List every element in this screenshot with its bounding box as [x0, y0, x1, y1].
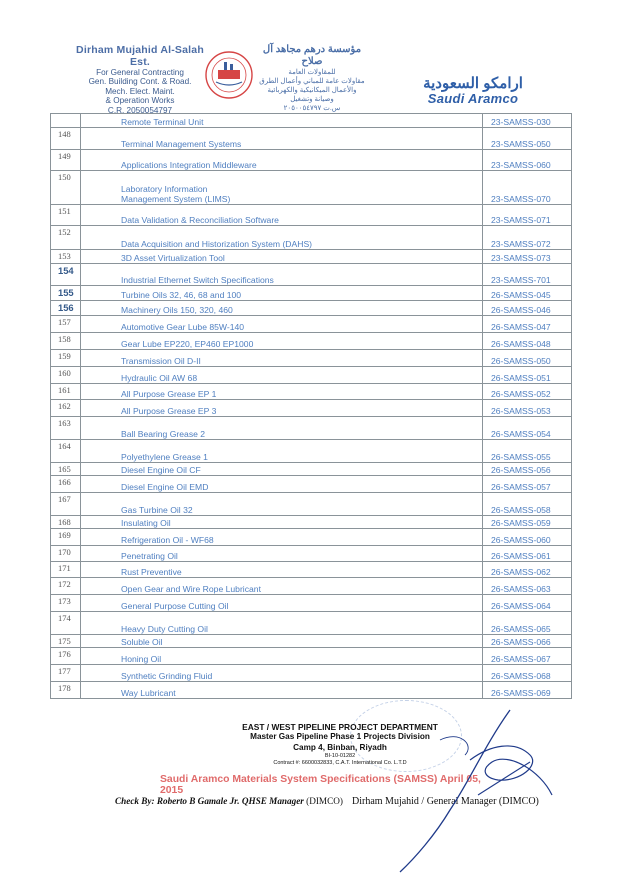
row-description: Diesel Engine Oil CF	[81, 463, 483, 476]
company-line-arabic: مقاولات عامة للمباني وأعمال الطرق	[259, 78, 365, 85]
row-number: 157	[51, 316, 81, 333]
table-row	[51, 333, 572, 350]
table-row	[51, 150, 572, 171]
row-spec-code: 23-SAMSS-071	[483, 205, 572, 226]
check-by-text: Check By: Roberto B Gamale Jr. QHSE Manager	[115, 796, 304, 806]
row-spec-code: 26-SAMSS-057	[483, 476, 572, 493]
footer-department: EAST / WEST PIPELINE PROJECT DEPARTMENT	[242, 722, 438, 732]
row-description: Laboratory Information Management System (LIMS)	[81, 171, 483, 205]
row-description: Gear Lube EP220, EP460 EP1000	[81, 333, 483, 350]
row-spec-code: 23-SAMSS-701	[483, 264, 572, 286]
company-seal-icon	[204, 50, 254, 100]
signatory-line: Dirham Mujahid / General Manager (DIMCO)	[352, 796, 539, 807]
row-spec-code: 26-SAMSS-060	[483, 529, 572, 546]
row-description: Transmission Oil D-II	[81, 350, 483, 367]
row-description: Terminal Management Systems	[81, 128, 483, 150]
table-row	[51, 367, 572, 384]
row-spec-code: 26-SAMSS-051	[483, 367, 572, 384]
table-row	[51, 516, 572, 529]
row-spec-code: 26-SAMSS-061	[483, 546, 572, 562]
row-description: 3D Asset Virtualization Tool	[81, 250, 483, 264]
table-row	[51, 417, 572, 440]
company-line-arabic: وصيانة وتشغيل	[290, 96, 334, 103]
samss-date-line: Saudi Aramco Materials System Specifications (SAMSS) April 05, 2015	[160, 774, 481, 796]
check-by-org: (DIMCO)	[306, 796, 343, 806]
row-description: Diesel Engine Oil EMD	[81, 476, 483, 493]
row-spec-code: 26-SAMSS-056	[483, 463, 572, 476]
company-line: Gen. Building Cont. & Road.	[88, 77, 192, 87]
row-number: 171	[51, 562, 81, 578]
row-description: All Purpose Grease EP 1	[81, 384, 483, 400]
row-description: Turbine Oils 32, 46, 68 and 100	[81, 286, 483, 301]
table-row	[51, 529, 572, 546]
row-description: Ball Bearing Grease 2	[81, 417, 483, 440]
table-row	[51, 665, 572, 682]
row-number: 156	[51, 301, 81, 316]
footer-camp: Camp 4, Binban, Riyadh	[293, 742, 387, 752]
row-spec-code: 26-SAMSS-052	[483, 384, 572, 400]
row-description: Data Acquisition and Historization System (DAHS)	[81, 226, 483, 250]
company-line-arabic: والأعمال الميكانيكية والكهربائية	[267, 87, 357, 94]
table-row	[51, 226, 572, 250]
row-number: 159	[51, 350, 81, 367]
table-row	[51, 562, 572, 578]
row-description: All Purpose Grease EP 3	[81, 400, 483, 417]
footer-reference: BI-10-01282	[324, 753, 356, 760]
table-row	[51, 612, 572, 635]
row-description: Hydraulic Oil AW 68	[81, 367, 483, 384]
row-number: 177	[51, 665, 81, 682]
row-spec-code: 26-SAMSS-062	[483, 562, 572, 578]
company-name-arabic: مؤسسة درهم مجاهد آل صلاح	[262, 44, 362, 67]
row-description: Data Validation & Reconciliation Software	[81, 205, 483, 226]
row-description: Soluble Oil	[81, 635, 483, 648]
table-row	[51, 578, 572, 595]
table-row	[51, 595, 572, 612]
table-row	[51, 682, 572, 699]
company-header-arabic	[252, 44, 372, 113]
row-spec-code: 26-SAMSS-054	[483, 417, 572, 440]
row-number: 172	[51, 578, 81, 595]
row-number: 151	[51, 205, 81, 226]
row-spec-code: 26-SAMSS-066	[483, 635, 572, 648]
row-number: 163	[51, 417, 81, 440]
aramco-english: Saudi Aramco	[427, 91, 519, 106]
row-description: General Purpose Cutting Oil	[81, 595, 483, 612]
row-number	[51, 114, 81, 128]
row-number: 167	[51, 493, 81, 516]
row-description: Machinery Oils 150, 320, 460	[81, 301, 483, 316]
check-by-line	[115, 796, 343, 806]
row-number: 166	[51, 476, 81, 493]
row-number: 150	[51, 171, 81, 205]
row-spec-code: 23-SAMSS-060	[483, 150, 572, 171]
company-line-arabic: للمقاولات العامة	[288, 69, 336, 76]
table-row	[51, 476, 572, 493]
row-number: 154	[51, 264, 81, 286]
table-row	[51, 250, 572, 264]
row-spec-code: 26-SAMSS-045	[483, 286, 572, 301]
row-description: Way Lubricant	[81, 682, 483, 699]
row-description: Applications Integration Middleware	[81, 150, 483, 171]
row-spec-code: 26-SAMSS-050	[483, 350, 572, 367]
row-number: 162	[51, 400, 81, 417]
row-number: 173	[51, 595, 81, 612]
table-row	[51, 301, 572, 316]
company-line: For General Contracting	[96, 68, 184, 77]
table-row	[51, 384, 572, 400]
row-number: 175	[51, 635, 81, 648]
footer-contract: Contract #: 6600032833, C.A.T. International Co. L.T.D	[273, 760, 407, 767]
row-spec-code: 26-SAMSS-055	[483, 440, 572, 463]
row-number: 152	[51, 226, 81, 250]
row-number: 161	[51, 384, 81, 400]
aramco-logo	[418, 76, 528, 105]
table-row	[51, 114, 572, 128]
specifications-table	[50, 113, 572, 699]
row-spec-code: 26-SAMSS-053	[483, 400, 572, 417]
row-spec-code: 26-SAMSS-064	[483, 595, 572, 612]
table-row	[51, 350, 572, 367]
row-number: 148	[51, 128, 81, 150]
table-row	[51, 648, 572, 665]
row-spec-code: 26-SAMSS-063	[483, 578, 572, 595]
row-number: 164	[51, 440, 81, 463]
table-row	[51, 171, 572, 205]
row-description: Gas Turbine Oil 32	[81, 493, 483, 516]
company-cr-number: C.R. 2050054797	[107, 105, 173, 115]
table-row	[51, 493, 572, 516]
table-row	[51, 635, 572, 648]
table-row	[51, 316, 572, 333]
row-spec-code: 23-SAMSS-030	[483, 114, 572, 128]
company-name: Dirham Mujahid Al-Salah Est.	[76, 44, 204, 68]
row-spec-code: 23-SAMSS-072	[483, 226, 572, 250]
row-description: Rust Preventive	[81, 562, 483, 578]
row-number: 170	[51, 546, 81, 562]
row-description: Open Gear and Wire Rope Lubricant	[81, 578, 483, 595]
row-spec-code: 26-SAMSS-048	[483, 333, 572, 350]
signature-icon	[380, 700, 560, 875]
row-description: Heavy Duty Cutting Oil	[81, 612, 483, 635]
table-row	[51, 128, 572, 150]
row-spec-code: 23-SAMSS-073	[483, 250, 572, 264]
row-description: Polyethylene Grease 1	[81, 440, 483, 463]
row-number: 149	[51, 150, 81, 171]
row-spec-code: 26-SAMSS-068	[483, 665, 572, 682]
company-line: & Operation Works	[105, 96, 175, 106]
company-header-english	[70, 44, 210, 115]
row-number: 174	[51, 612, 81, 635]
row-number: 178	[51, 682, 81, 699]
row-number: 153	[51, 250, 81, 264]
company-line: Mech. Elect. Maint.	[105, 86, 175, 96]
row-spec-code: 26-SAMSS-069	[483, 682, 572, 699]
table-row	[51, 286, 572, 301]
table-row	[51, 400, 572, 417]
row-spec-code: 26-SAMSS-067	[483, 648, 572, 665]
row-number: 155	[51, 286, 81, 301]
row-spec-code: 26-SAMSS-046	[483, 301, 572, 316]
row-number: 168	[51, 516, 81, 529]
table-row	[51, 463, 572, 476]
row-description: Industrial Ethernet Switch Specifications	[81, 264, 483, 286]
row-description: Automotive Gear Lube 85W-140	[81, 316, 483, 333]
row-spec-code: 26-SAMSS-065	[483, 612, 572, 635]
table-row	[51, 205, 572, 226]
row-number: 158	[51, 333, 81, 350]
aramco-arabic: ارامكو السعودية	[423, 75, 523, 92]
row-number: 169	[51, 529, 81, 546]
row-number: 160	[51, 367, 81, 384]
row-spec-code: 23-SAMSS-070	[483, 171, 572, 205]
row-number: 165	[51, 463, 81, 476]
row-description: Synthetic Grinding Fluid	[81, 665, 483, 682]
row-description: Refrigeration Oil - WF68	[81, 529, 483, 546]
row-description: Honing Oil	[81, 648, 483, 665]
row-spec-code: 26-SAMSS-058	[483, 493, 572, 516]
row-spec-code: 26-SAMSS-047	[483, 316, 572, 333]
table-row	[51, 546, 572, 562]
table-row	[51, 264, 572, 286]
row-spec-code: 26-SAMSS-059	[483, 516, 572, 529]
table-row	[51, 440, 572, 463]
row-number: 176	[51, 648, 81, 665]
row-description: Insulating Oil	[81, 516, 483, 529]
row-spec-code: 23-SAMSS-050	[483, 128, 572, 150]
row-description: Remote Terminal Unit	[81, 114, 483, 128]
company-cr-arabic: س.ت ٢٠٥٠٠٥٤٧٩٧	[283, 105, 341, 112]
row-description: Penetrating Oil	[81, 546, 483, 562]
footer-division: Master Gas Pipeline Phase 1 Projects Division	[250, 732, 430, 742]
